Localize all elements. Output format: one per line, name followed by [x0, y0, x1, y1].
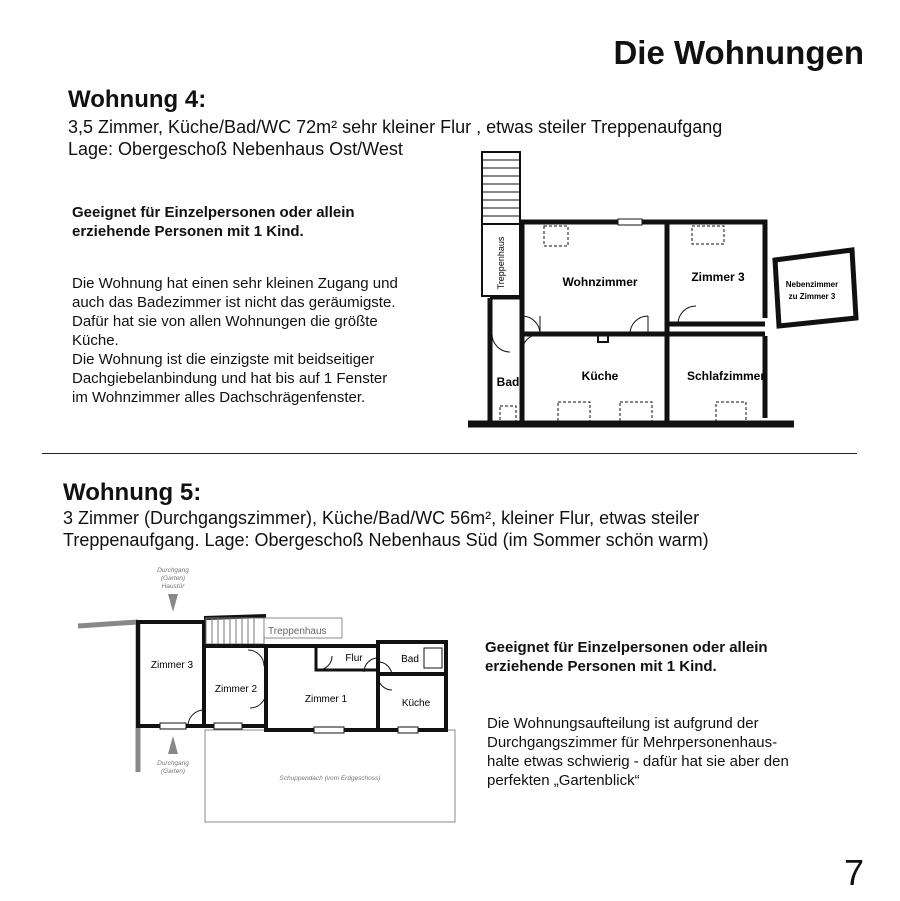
durchgang-bottom-label: Durchgang [157, 760, 189, 767]
page-number: 7 [843, 852, 864, 893]
wohnung5-floor-plan [70, 562, 460, 827]
zimmer2-label: Zimmer 2 [214, 684, 258, 695]
suitability-line: erziehende Personen mit 1 Kind. [72, 223, 304, 240]
wohnung4-summary-line1: 3,5 Zimmer, Küche/Bad/WC 72m² sehr kleiner Flur , etwas steiler Treppenaufgang [68, 117, 723, 137]
durchgang-bottom-label-2: (Garten) [160, 768, 186, 775]
suitability-line: Geeignet für Einzelpersonen oder allein [72, 204, 355, 221]
description-line: halte etwas schwierig - dafür hat sie aber den [487, 753, 789, 770]
wohnung5-heading: Wohnung 5: [63, 479, 202, 506]
durchgang-top-label-2: (Garten) [160, 575, 186, 582]
nebenzimmer-label: Nebenzimmer [785, 280, 839, 289]
flur-label: Flur [345, 653, 363, 664]
treppenhaus-label: Treppenhaus [496, 236, 506, 290]
suitability-line: Geeignet für Einzelpersonen oder allein [485, 639, 768, 656]
wohnung4-summary-line2: Lage: Obergeschoß Nebenhaus Ost/West [68, 139, 403, 159]
description-line: perfekten „Gartenblick“ [487, 772, 640, 789]
description-line: im Wohnzimmer alles Dachschrägenfenster. [72, 389, 366, 406]
page-title: Die Wohnungen [613, 34, 864, 71]
wohnung4-description [72, 274, 398, 407]
wohnung4-floor-plan [460, 148, 865, 433]
wohnung5-description [487, 714, 789, 790]
wohnung5-suitability [485, 638, 768, 676]
zimmer3-label: Zimmer 3 [150, 660, 194, 671]
entrance-arrow-icon [168, 594, 178, 612]
schuppendach-label: Schuppendach (vom Erdgeschoss) [279, 775, 381, 782]
bad-label: Bad [401, 654, 419, 665]
description-line: Dachgiebelanbindung und hat bis auf 1 Fenster [72, 370, 388, 387]
section-divider [42, 453, 857, 454]
description-line: auch das Badezimmer ist nicht das geräumigste. [72, 294, 396, 311]
wohnung4-heading: Wohnung 4: [68, 86, 207, 113]
description-line: Die Wohnung hat einen sehr kleinen Zugang und [72, 275, 398, 292]
suitability-line: erziehende Personen mit 1 Kind. [485, 658, 717, 675]
kueche-label: Küche [581, 369, 619, 383]
zimmer3-label: Zimmer 3 [691, 270, 745, 284]
staircase [482, 152, 520, 224]
wohnung5-summary-line2: Treppenaufgang. Lage: Obergeschoß Nebenhaus Süd (im Sommer schön warm) [63, 530, 709, 550]
description-line: Küche. [72, 332, 119, 349]
wohnung5-summary-line1: 3 Zimmer (Durchgangszimmer), Küche/Bad/WC 56m², kleiner Flur, etwas steiler [63, 508, 700, 528]
description-line: Dafür hat sie von allen Wohnungen die größte [72, 313, 378, 330]
description-line: Durchgangszimmer für Mehrpersonenhaus- [487, 734, 778, 751]
schlafzimmer-label: Schlafzimmer [686, 369, 766, 383]
description-line: Die Wohnung ist die einzigste mit beidseitiger [72, 351, 375, 368]
description-line: Die Wohnungsaufteilung ist aufgrund der [487, 715, 759, 732]
bad-label: Bad [496, 375, 520, 389]
treppenhaus-label: Treppenhaus [268, 626, 327, 637]
zimmer1-label: Zimmer 1 [304, 694, 348, 705]
nebenzimmer-label-2: zu Zimmer 3 [788, 292, 836, 301]
wohnzimmer-label: Wohnzimmer [562, 275, 638, 289]
durchgang-top-label: Durchgang [157, 567, 189, 574]
wohnung4-suitability [72, 203, 355, 241]
kueche-label: Küche [401, 698, 431, 709]
durchgang-top-label-3: Haustür [161, 583, 185, 590]
garden-arrow-icon [168, 736, 178, 754]
